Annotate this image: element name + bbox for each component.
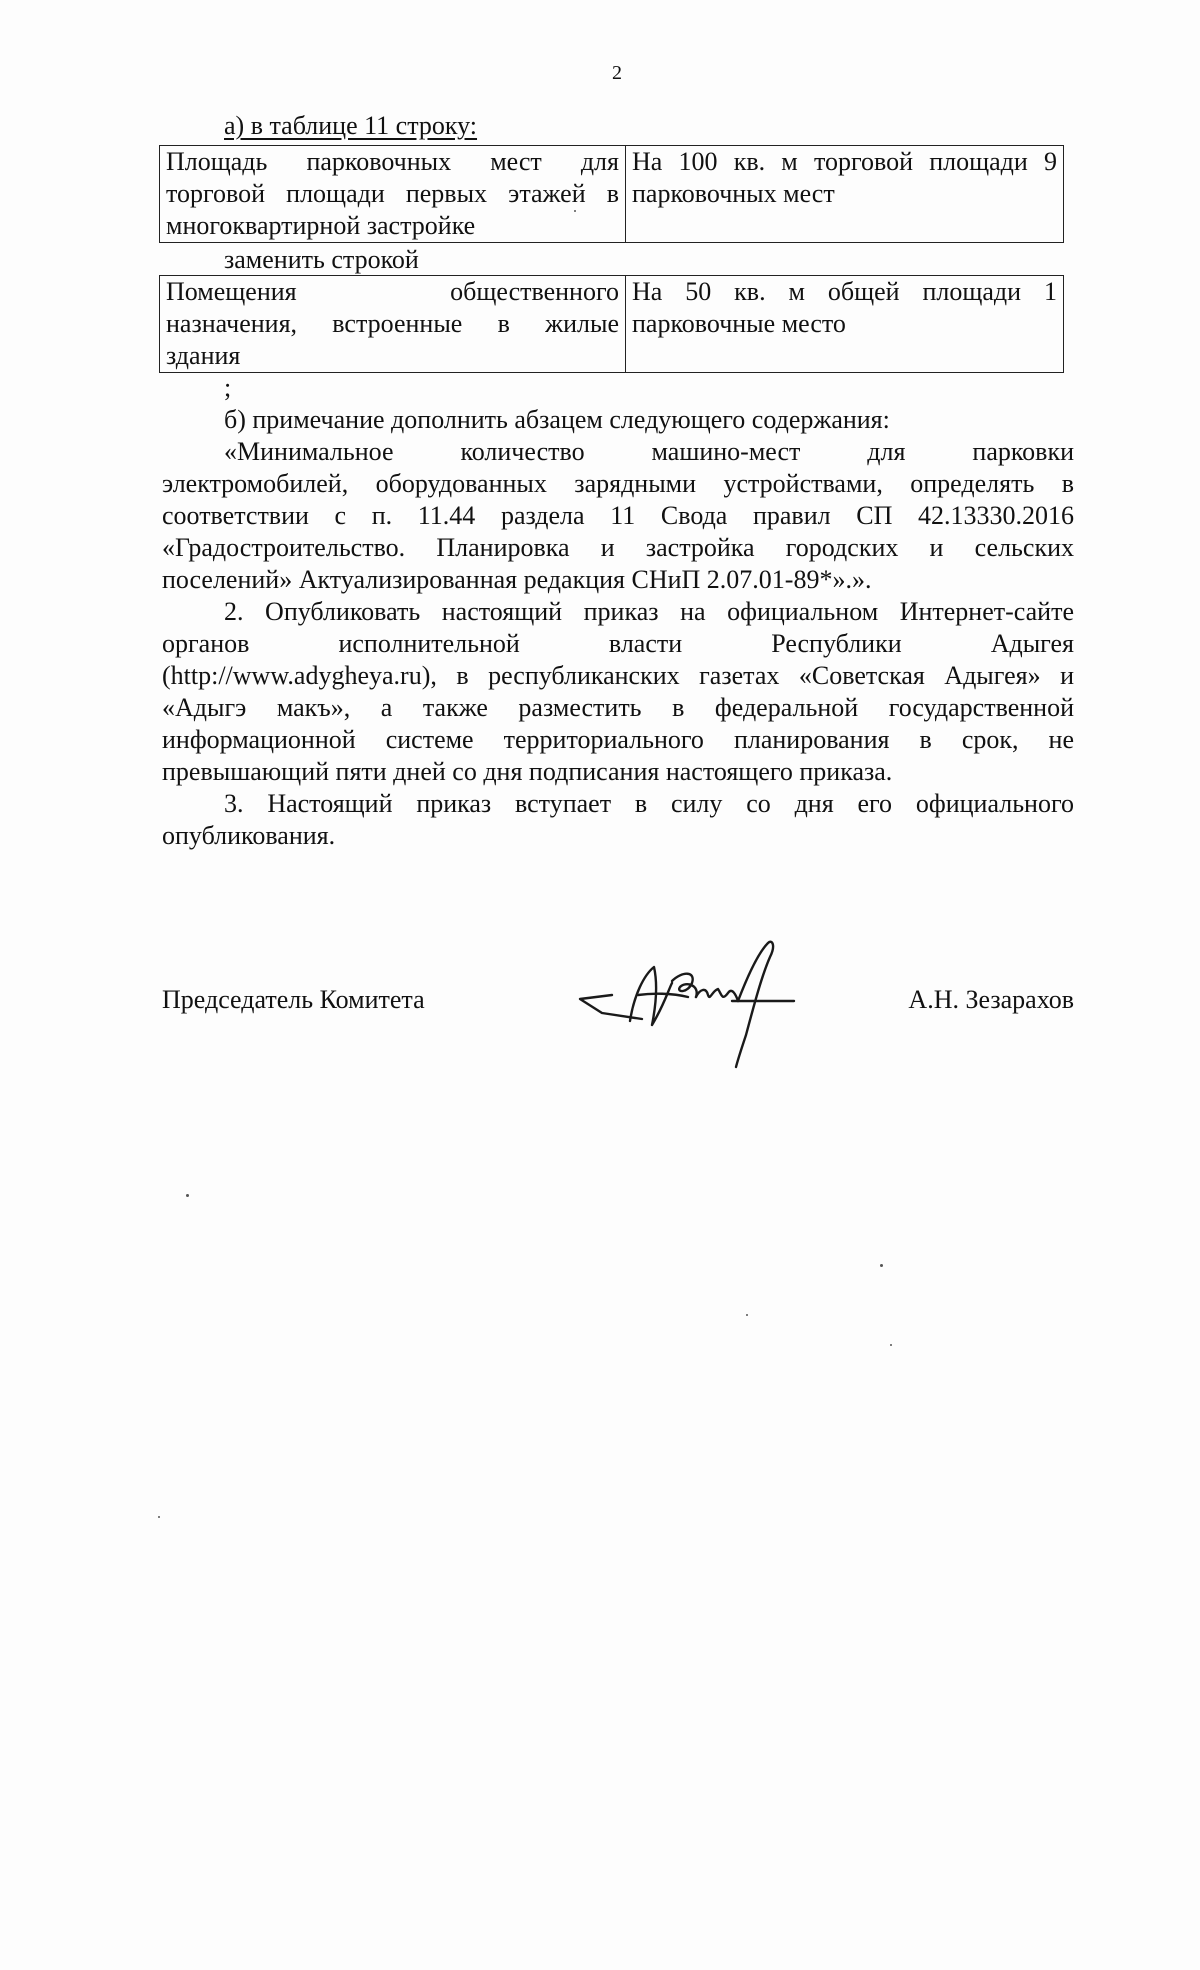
note-b-line: соответствии с п. 11.44 раздела 11 Свода правил СП 42.13330.2016 [162, 501, 1074, 530]
item-2-line: информационной системе территориального планирования в срок, не [162, 725, 1074, 754]
item-2-line: превышающий пяти дней со дня подписания настоящего приказа. [162, 757, 893, 786]
page-number: 2 [612, 62, 622, 84]
signatory-name: А.Н. Зезарахов [908, 985, 1074, 1014]
semicolon: ; [224, 373, 232, 402]
table-new-right-line: парковочные место [632, 309, 846, 338]
note-b-line: электромобилей, оборудованных зарядными устройствами, определять в [162, 469, 1074, 498]
table-old-right-line: парковочных мест [632, 179, 835, 208]
item-2-line: (http://www.adygheya.ru), в республиканских газетах «Советская Адыгея» и [162, 661, 1074, 690]
table-old-right-cell [626, 146, 1064, 243]
signatory-position: Председатель Комитета [162, 985, 425, 1014]
replace-line: заменить строкой [224, 245, 419, 274]
table-new-left-line: назначения, встроенные в жилые [166, 309, 619, 338]
note-b-line: поселений» Актуализированная редакция СНиП 2.07.01-89*».». [162, 565, 872, 594]
signature-block [162, 985, 1074, 1075]
scan-speck [158, 1516, 160, 1518]
intro-paragraph [162, 110, 1074, 142]
table-new-left-line: здания [166, 341, 241, 370]
table-old-right-line: На 100 кв. м торговой площади 9 [632, 147, 1057, 176]
item-2-line: 2. Опубликовать настоящий приказ на официальном Интернет-сайте [224, 597, 1074, 626]
table-old-left-line: торговой площади первых этажей в [166, 179, 619, 208]
handwritten-signature [572, 935, 822, 1075]
scan-speck [574, 210, 576, 212]
note-b-line: «Градостроительство. Планировка и застройка городских и сельских [162, 533, 1074, 562]
scan-speck [186, 1194, 189, 1197]
scan-speck [880, 1264, 883, 1267]
scan-speck [746, 1314, 748, 1316]
table-old-left-line: Площадь парковочных мест для [166, 147, 619, 176]
table-old-left-line: многоквартирной застройке [166, 211, 476, 240]
replace-paragraph [162, 244, 1074, 276]
note-b-intro: б) примечание дополнить абзацем следующего содержания: [224, 405, 890, 434]
item-3-line: опубликования. [162, 821, 336, 850]
table-old-left-cell [160, 146, 626, 243]
body-text [162, 372, 1074, 852]
table-new-right-cell [626, 276, 1064, 373]
table-new-right-line: На 50 кв. м общей площади 1 [632, 277, 1057, 306]
table-new-row [159, 275, 1064, 373]
item-2-line: органов исполнительной власти Республики Адыгея [162, 629, 1074, 658]
item-3-line: 3. Настоящий приказ вступает в силу со дня его официального [224, 789, 1074, 818]
scan-speck [890, 1344, 892, 1346]
note-b-line: «Минимальное количество машино-мест для парковки [224, 437, 1074, 466]
table-new-left-line: Помещения общественного [166, 277, 619, 306]
intro-line: а) в таблице 11 строку: [224, 111, 478, 140]
table-new-left-cell [160, 276, 626, 373]
table-old-row [159, 145, 1064, 243]
item-2-line: «Адыгэ макъ», а также разместить в федеральной государственной [162, 693, 1074, 722]
